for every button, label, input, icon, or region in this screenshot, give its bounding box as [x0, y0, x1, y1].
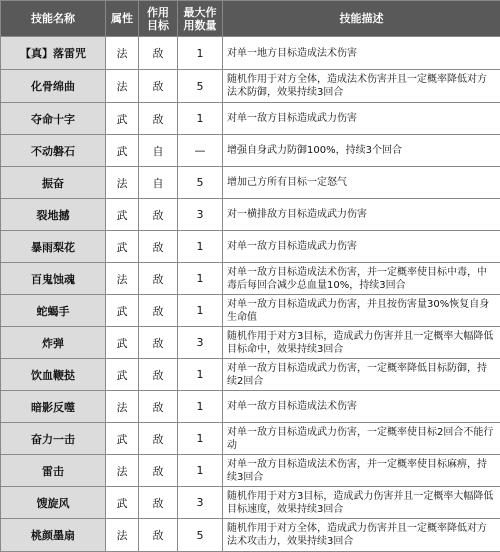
skill-attribute-cell: 法	[106, 455, 139, 487]
skill-name-cell: 馊旋风	[1, 487, 106, 519]
skill-count-cell: 1	[178, 263, 223, 295]
skill-name-cell: 化骨绵曲	[1, 70, 106, 103]
table-row	[1, 295, 500, 327]
skill-attribute-cell: 法	[106, 519, 139, 552]
table-row	[1, 359, 500, 391]
skill-name-cell: 炸弹	[1, 327, 106, 359]
header-target-line2: 目标	[147, 19, 169, 32]
skill-description-cell: 对单一敌方目标造成武力伤害，一定概率降低目标防御，持续2回合	[223, 359, 500, 391]
table-body	[1, 37, 500, 552]
skill-target-cell: 敌	[139, 455, 178, 487]
skill-target-cell: 敌	[139, 519, 178, 552]
table-row	[1, 231, 500, 263]
skill-target-cell: 敌	[139, 359, 178, 391]
skill-description-cell: 对一横排敌方目标造成武力伤害	[223, 199, 500, 231]
skill-count-cell: 1	[178, 295, 223, 327]
skill-count-cell: 3	[178, 199, 223, 231]
skill-count-cell: 3	[178, 327, 223, 359]
header-count-line2: 用数量	[184, 19, 217, 32]
skill-count-cell: —	[178, 135, 223, 167]
skill-attribute-cell: 法	[106, 70, 139, 103]
header-attribute: 属性	[106, 1, 139, 37]
table-row	[1, 327, 500, 359]
table-row	[1, 487, 500, 519]
skill-attribute-cell: 武	[106, 135, 139, 167]
skill-description-cell: 对单一敌方目标造成武力伤害	[223, 103, 500, 135]
skill-target-cell: 自	[139, 167, 178, 199]
skill-attribute-cell: 武	[106, 199, 139, 231]
skill-attribute-cell: 法	[106, 167, 139, 199]
header-description: 技能描述	[223, 1, 500, 37]
skill-attribute-cell: 武	[106, 487, 139, 519]
skill-target-cell: 敌	[139, 391, 178, 423]
skill-name-cell: 振奋	[1, 167, 106, 199]
skill-attribute-cell: 武	[106, 359, 139, 391]
table-row	[1, 167, 500, 199]
table-row	[1, 263, 500, 295]
skill-count-cell: 1	[178, 455, 223, 487]
skill-count-cell: 3	[178, 487, 223, 519]
skill-attribute-cell: 武	[106, 231, 139, 263]
skill-target-cell: 敌	[139, 37, 178, 70]
skill-target-cell: 敌	[139, 423, 178, 455]
skill-description-cell: 增强自身武力防御100%，持续3个回合	[223, 135, 500, 167]
table-row	[1, 455, 500, 487]
skill-attribute-cell: 法	[106, 391, 139, 423]
table-row	[1, 135, 500, 167]
skill-description-cell: 对单一敌方目标造成武力伤害，一定概率使目标2回合不能行动	[223, 423, 500, 455]
skill-count-cell: 5	[178, 167, 223, 199]
skill-description-cell: 对单一地方目标造成法术伤害	[223, 37, 500, 70]
skill-attribute-cell: 法	[106, 37, 139, 70]
skill-count-cell: 1	[178, 37, 223, 70]
skill-target-cell: 敌	[139, 103, 178, 135]
skill-count-cell: 1	[178, 359, 223, 391]
skill-count-cell: 1	[178, 231, 223, 263]
skill-target-cell: 敌	[139, 70, 178, 103]
skill-description-cell: 随机作用于对方3目标，造成武力伤害并且一定概率大幅降低目标命中，效果持续3回合	[223, 327, 500, 359]
header-skill-name: 技能名称	[1, 1, 106, 37]
skill-attribute-cell: 武	[106, 423, 139, 455]
skill-name-cell: 夺命十字	[1, 103, 106, 135]
skill-count-cell: 5	[178, 70, 223, 103]
header-target	[139, 1, 178, 37]
skill-name-cell: 暴雨梨花	[1, 231, 106, 263]
skill-target-cell: 敌	[139, 487, 178, 519]
skill-description-cell: 随机作用于对方全体，造成武力伤害并且一定概率降低对方法术攻击力，效果持续3回合	[223, 519, 500, 552]
table-row	[1, 423, 500, 455]
table-row	[1, 37, 500, 70]
skill-count-cell: 1	[178, 423, 223, 455]
skill-name-cell: 不动磐石	[1, 135, 106, 167]
skill-target-cell: 自	[139, 135, 178, 167]
skill-description-cell: 对单一敌方目标造成法术伤害	[223, 391, 500, 423]
skill-description-cell: 随机作用于对方3目标，造成武力伤害并且一定概率大幅降低目标速度，效果持续3回合	[223, 487, 500, 519]
skill-target-cell: 敌	[139, 263, 178, 295]
skill-description-cell: 增加己方所有目标一定怒气	[223, 167, 500, 199]
table-row	[1, 391, 500, 423]
skill-count-cell: 5	[178, 519, 223, 552]
skill-attribute-cell: 武	[106, 103, 139, 135]
table-header	[1, 1, 500, 37]
skill-target-cell: 敌	[139, 327, 178, 359]
skill-count-cell: 1	[178, 391, 223, 423]
header-row	[1, 1, 500, 37]
table-row	[1, 103, 500, 135]
skill-name-cell: 桃颜墨扇	[1, 519, 106, 552]
header-max-count	[178, 1, 223, 37]
skill-target-cell: 敌	[139, 199, 178, 231]
table-row	[1, 199, 500, 231]
skill-name-cell: 饮血鞭挞	[1, 359, 106, 391]
skill-name-cell: 裂地撼	[1, 199, 106, 231]
skill-name-cell: 暗影反噬	[1, 391, 106, 423]
skill-name-cell: 雷击	[1, 455, 106, 487]
skill-description-cell: 对单一敌方目标造成法术伤害，并一定概率使目标麻痹，持续3回合	[223, 455, 500, 487]
skill-target-cell: 敌	[139, 231, 178, 263]
table-row	[1, 70, 500, 103]
skill-attribute-cell: 法	[106, 263, 139, 295]
skill-description-cell: 对单一敌方目标造成武力伤害	[223, 231, 500, 263]
skill-name-cell: 蛇蝎手	[1, 295, 106, 327]
skill-description-cell: 对单一敌方目标造成法术伤害，并一定概率使目标中毒，中毒后每回合减少总血量10%，持续3回合	[223, 263, 500, 295]
skill-description-cell: 对单一敌方目标造成武力伤害，并且按伤害量30%恢复自身生命值	[223, 295, 500, 327]
header-count-line1: 最大作	[184, 6, 217, 19]
skill-count-cell: 1	[178, 103, 223, 135]
skill-attribute-cell: 武	[106, 295, 139, 327]
skill-name-cell: 奋力一击	[1, 423, 106, 455]
skill-name-cell: 百鬼蚀魂	[1, 263, 106, 295]
header-target-line1: 作用	[147, 6, 169, 19]
skill-attribute-cell: 武	[106, 327, 139, 359]
skill-description-cell: 随机作用于对方全体，造成法术伤害并且一定概率降低对方法术防御，效果持续3回合	[223, 70, 500, 103]
skill-name-cell: 【真】落雷咒	[1, 37, 106, 70]
table-row	[1, 519, 500, 552]
skill-target-cell: 敌	[139, 295, 178, 327]
